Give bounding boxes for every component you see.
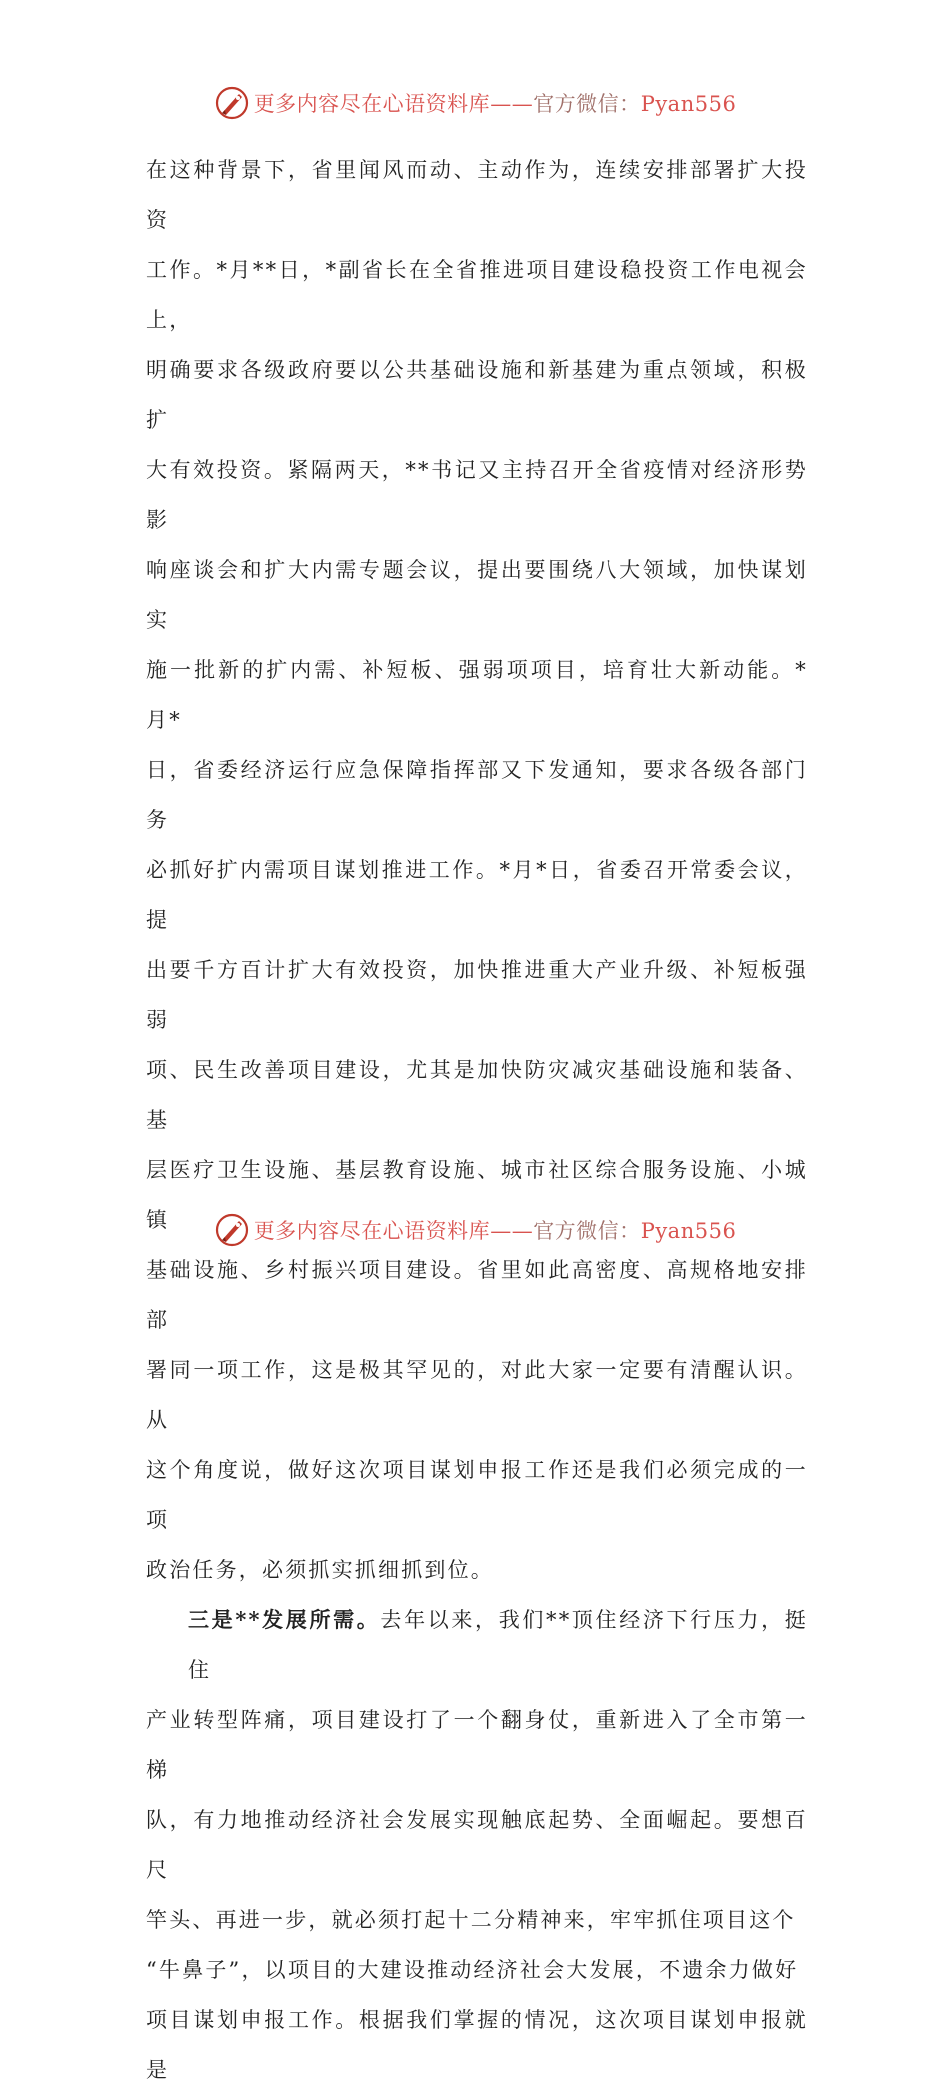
text-line: 出要千方百计扩大有效投资，加快推进重大产业升级、补短板强弱	[146, 958, 808, 1032]
text-line: 大有效投资。紧隔两天，**书记又主持召开全省疫情对经济形势影	[146, 458, 808, 532]
watermark-site: 更多内容尽在心语资料库	[253, 92, 491, 116]
text-line: 队，有力地推动经济社会发展实现触底起势、全面崛起。要想百尺	[146, 1808, 808, 1882]
watermark-text	[254, 1215, 737, 1245]
text-line: 明确要求各级政府要以公共基础设施和新基建为重点领域，积极扩	[146, 358, 808, 432]
document-body	[146, 145, 808, 2095]
watermark-wechat-label: 官方微信：	[533, 1219, 641, 1243]
paragraph-2	[146, 1595, 808, 2095]
text-line: 日，省委经济运行应急保障指挥部又下发通知，要求各级各部门务	[146, 758, 808, 832]
paragraph-1	[146, 145, 808, 1595]
watermark-text	[254, 88, 737, 118]
watermark-wechat-id: Pyan556	[640, 92, 737, 116]
pen-logo-icon	[214, 85, 250, 121]
text-line: “牛鼻子”，以项目的大建设推动经济社会大发展，不遗余力做好	[146, 1958, 799, 1982]
watermark-wechat-label: 官方微信：	[533, 92, 641, 116]
text-line: 署同一项工作，这是极其罕见的，对此大家一定要有清醒认识。从	[146, 1358, 808, 1432]
watermark-dash: ——	[490, 1219, 534, 1243]
watermark-banner-bottom	[0, 1210, 950, 1250]
section-lead-heading: 三是**发展所需。	[188, 1607, 381, 1632]
text-line: 政治任务，必须抓实抓细抓到位。	[146, 1558, 494, 1582]
text-line: 竿头、再进一步，就必须打起十二分精神来，牢牢抓住项目这个	[146, 1908, 796, 1932]
text-line: 必抓好扩内需项目谋划推进工作。*月*日，省委召开常委会议，提	[146, 858, 808, 932]
paragraph-2-first-line	[146, 1595, 808, 1695]
watermark-site: 更多内容尽在心语资料库	[253, 1219, 491, 1243]
text-line: 项、民生改善项目建设，尤其是加快防灾减灾基础设施和装备、基	[146, 1058, 808, 1132]
text-line: 项目谋划申报工作。根据我们掌握的情况，这次项目谋划申报就是	[146, 2008, 808, 2082]
text-line: 产业转型阵痛，项目建设打了一个翻身仗，重新进入了全市第一梯	[146, 1708, 808, 1782]
watermark-wechat-id: Pyan556	[640, 1219, 737, 1243]
text-line: 这个角度说，做好这次项目谋划申报工作还是我们必须完成的一项	[146, 1458, 808, 1532]
text-line: 施一批新的扩内需、补短板、强弱项项目，培育壮大新动能。*月*	[146, 658, 808, 732]
text-line: 在这种背景下，省里闻风而动、主动作为，连续安排部署扩大投资	[146, 158, 808, 232]
text-run: 去年以来，我们**顶住经济下行压力，挺住	[188, 1608, 808, 1682]
text-line: 层医疗卫生设施、基层教育设施、城市社区综合服务设施、小城镇	[146, 1158, 808, 1232]
text-line: 工作。*月**日，*副省长在全省推进项目建设稳投资工作电视会上，	[146, 258, 808, 332]
text-line: 基础设施、乡村振兴项目建设。省里如此高密度、高规格地安排部	[146, 1258, 808, 1332]
pen-logo-icon	[214, 1212, 250, 1248]
watermark-dash: ——	[490, 92, 534, 116]
watermark-banner-top	[0, 83, 950, 123]
text-line: 响座谈会和扩大内需专题会议，提出要围绕八大领域，加快谋划实	[146, 558, 808, 632]
